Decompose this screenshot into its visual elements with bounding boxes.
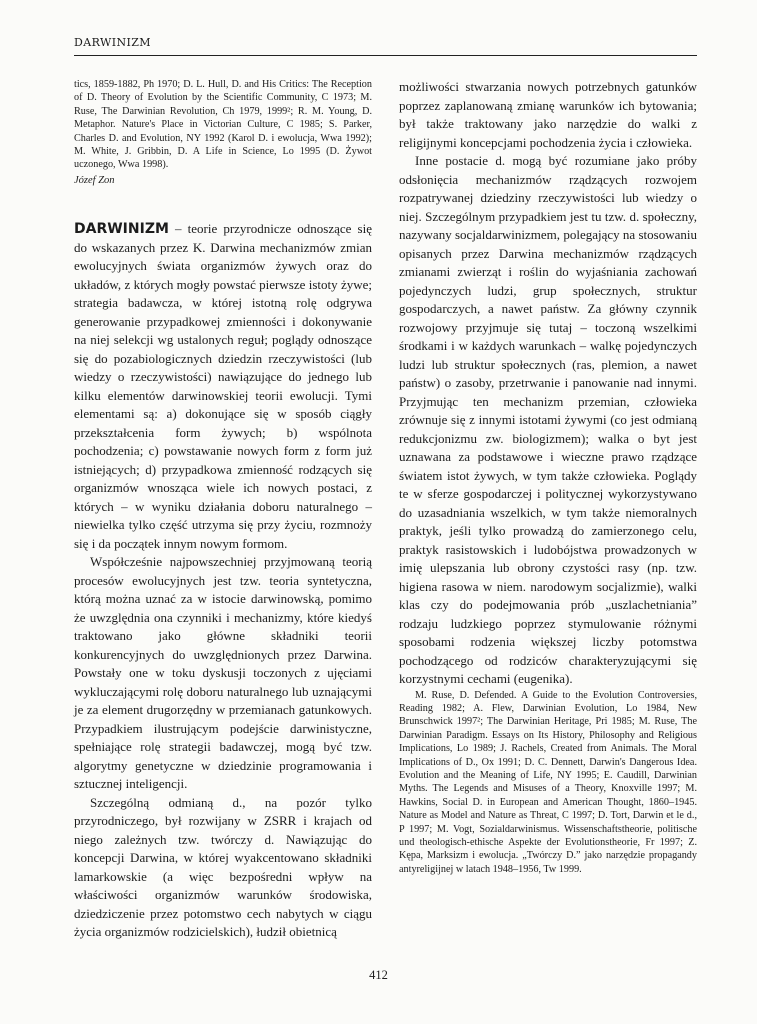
previous-entry-bibliography: tics, 1859-1882, Ph 1970; D. L. Hull, D. and His Critics: The Reception of D. Theory of Evolution by the Scientific Community, C 1973; M. Ruse, The Darwinian Revolution, Ch 1979, 1999²; R. M. Young, D. Metaphor. Nature's Place in Victorian Culture, C 1985; S. Parker, Charles D. and Evolution, NY 1992 (Karol D. i ewolucja, Wwa 1992); M. White, J. Gribbin, D. A Life in Science, Lo 1995 (D. Żywot uczonego, Wwa 1998).	[74, 79, 372, 171]
entry-paragraph-3-continued: możliwości stwarzania nowych potrzebnych gatunków poprzez zaplanowaną zmianę warunków ich bytowania; był także traktowany jako narzędzie do walki z religijnymi koncepcjami pochodzenia życia i człowieka.	[399, 79, 697, 150]
previous-entry-author: Józef Zon	[74, 174, 115, 186]
page-number: 412	[369, 968, 388, 982]
entry-paragraph-4: Inne postacie d. mogą być rozumiane jako próby odsłonięcia mechanizmów rządzących rozwojem rozpatrywanej dziedziny rzeczywistości lub wiedzy o niej. Szczególnym przypadkiem jest tu tzw. d. społeczny, nazywany socjaldarwinizmem, polegający na stosowaniu opisanych przez Darwina mechanizmów rządzących zmianami zwierząt i roślin do wyjaśniania zachowań pojedynczych ludzi, grup społecznych, struktur gospodarczych, a nawet państw. Za główny czynnik rozwojowy przyjmuje się tutaj – toczoną wszelkimi środkami i w każdych warunkach – walkę pojedynczych ludzi lub struktur społecznych (ras, plemion, a nawet państw) o zasoby, przetrwanie i panowanie nad innymi. Przyjmując ten mechanizm przemian, człowieka zrównuje się z innymi istotami żywymi (co jest odmianą redukcjonizmu zw. biologizmem); walka o byt jest uznawana za podstawowe i wieczne prawo rządzące światem istot żywych, w tym także człowieka. Poglądy te w sferze gospodarczej i politycznej wykorzystywano do uzasadniania wszelkich, w tym także niemoralnych praktyk, jeśli tylko prowadzą do zamierzonego celu, praktyk rasistowskich i ludobójstwa prowadzonych w imię ulepszania lub obrony czystości rasy (np. tzw. higiena rasowa w niem. narodowym socjalizmie), walki klas czy do podejmowania prób „uszlachetniania” rodzaju ludzkiego poprzez stymulowanie różnymi sposobami rodzenia większej liczby potomstwa pochodzącego od rodziców charakteryzującymi się korzystnymi cechami (eugenika).	[399, 153, 697, 686]
entry-definition-text: – teorie przyrodnicze odnoszące się do wskazanych przez K. Darwina mechanizmów zmian ewolucyjnych świata organizmów żywych oraz do układów, z których mogły powstać pierwsze istoty żywe; strategia badawcza, w której istotną rolę odgrywa generowanie przypadkowej zmienności i dokonywanie na niej selekcji wg ustalonych reguł; poglądy odnoszące się do pozabiologicznych dziedzin rzeczywistości (lub wiedzy o rzeczywistości) nawiązujące do jednego lub kilku elementów darwinowskiej teorii ewolucji. Tymi elementami są: a) dokonujące się w sposób ciągły przekształcenia form żywych; b) wspólnota pochodzenia; c) powstawanie nowych form z form już istniejących; d) przypadkowa zmienność rodzących się organizmów wnosząca wiele ich nowych postaci, z których – w wyniku działania doboru naturalnego – niewielka tylko część utrzyma się przy życiu, rozmnoży się i da początek innym nowym formom.	[74, 221, 372, 551]
entry-paragraph-2: Współcześnie najpowszechniej przyjmowaną teorią procesów ewolucyjnych jest tzw. teoria syntetyczna, którą można uznać za w istocie darwinowską, pomimo że uwzględnia ona czynniki i mechanizmy, które kiedyś traktowano jako główne składniki teorii konkurencyjnych do uwzględnionych przez Darwina. Powstały one w toku dyskusji toczonych z ujęciami wykluczającymi rolę doboru naturalnego lub uznającymi je za element drugorzędny w przemianach gatunkowych. Przypadkiem ilustrującym podejście darwinistyczne, spełniające rolę strategii badawczej, mogą być tzw. algorytmy genetyczne w dziedzinie programowania i sztucznej inteligencji.	[74, 554, 372, 792]
entry-paragraph-3: Szczególną odmianą d., na pozór tylko przyrodniczego, był rozwijany w ZSRR i krajach od niego zależnych tzw. twórczy d. Nawiązując do koncepcji Darwina, w której wyakcentowano składniki lamarkowskie (a więc bezpośredni wpływ na właściwości organizmów warunków środowiska, dziedziczenie przez potomstwo cech nabytych w ciągu życia organizmów rodzicielskich), łudził obietnicą	[74, 794, 372, 940]
entry-headword: DARWINIZM	[74, 221, 169, 238]
left-column	[74, 78, 372, 942]
right-column	[399, 78, 697, 876]
header-rule	[74, 55, 697, 56]
entry-bibliography: M. Ruse, D. Defended. A Guide to the Evolution Controversies, Reading 1982; A. Flew, Darwinian Evolution, Lo 1984, New Brunschwick 1997²; The Darwinian Heritage, Pri 1985; M. Ruse, The Darwinian Paradigm. Essays on Its History, Philosophy and Religious Implications, Lo 1989; J. Rachels, Created from Animals. The Moral Implications of D., Ox 1991; D. C. Dennett, Darwin's Dangerous Idea. Evolution and the Meaning of Life, NY 1995; E. Caudill, Darwinian Myths. The Legends and Misuses of a Theory, Knoxville 1997; M. Hawkins, Social D. in European and American Thought, 1860–1945. Nature as Model and Nature as Threat, C 1997; D. Tort, Darwin et le d., P 1997; M. Vogt, Sozialdarwinismus. Wissenschaftstheorie, politische und theologisch-ethische Aspekte der Evolutionstheorie, Fr 1997; Z. Kępa, Marksizm i ewolucja. „Twórczy D.” jako narzędzie propagandy antyreligijnej w latach 1948–1956, Tw 1999.	[399, 689, 697, 875]
entry-gap	[74, 190, 372, 220]
entry-paragraph-1	[74, 220, 372, 553]
running-head: DARWINIZM	[74, 36, 151, 49]
